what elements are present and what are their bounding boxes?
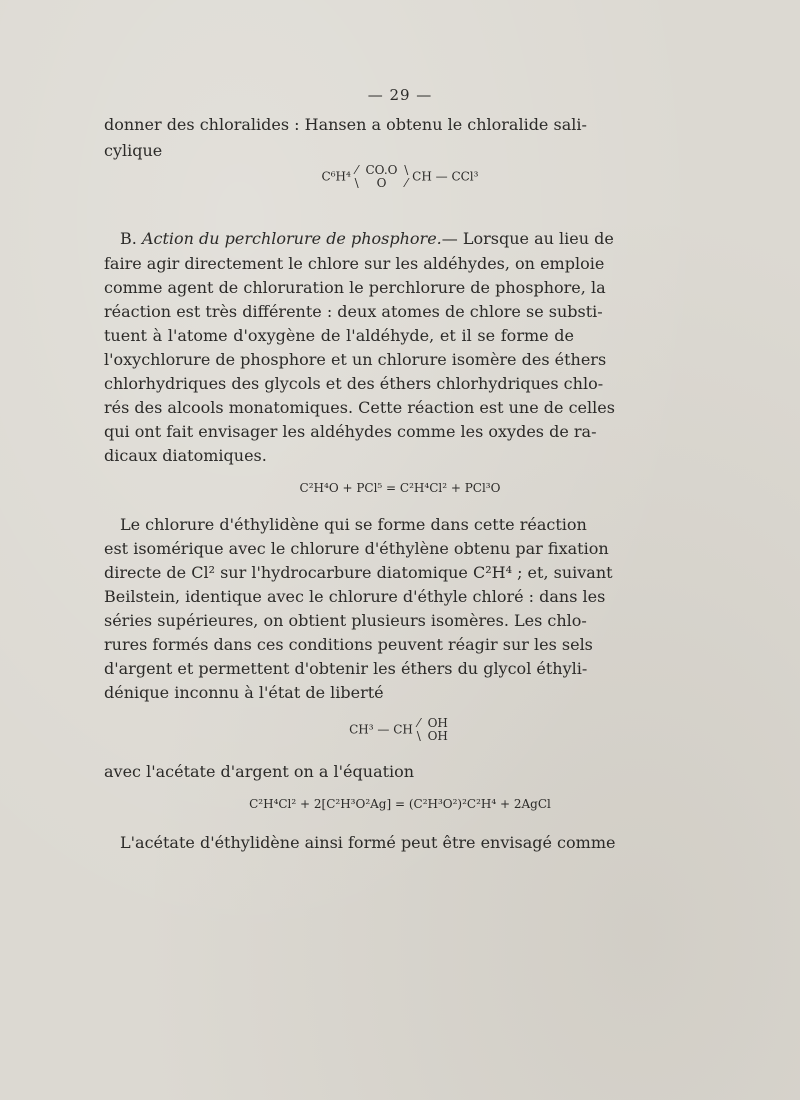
formula-right-bracket: \ ⁄: [404, 163, 409, 190]
chemical-equation-acetate: C²H⁴Cl² + 2[C²H³O²Ag] = (C²H³O²)²C²H⁴ + 2AgCl: [249, 797, 551, 811]
formula-left: CH³ — CH: [349, 722, 413, 737]
formula-fraction: [366, 164, 398, 190]
text-line: [120, 229, 614, 249]
text-line: chlorhydriques des glycols et des éthers chlorhydriques chlo-: [104, 374, 604, 393]
text-line: Beilstein, identique avec le chlorure d'éthyle chloré : dans les: [104, 587, 606, 606]
formula-top: CO.O: [365, 163, 398, 177]
text-line: cylique: [104, 141, 163, 160]
section-label: B.: [120, 229, 137, 248]
formula-bracket: ⁄ \: [416, 716, 421, 743]
text-line: comme agent de chloruration le perchlorure de phosphore, la: [104, 278, 606, 297]
text-line: tuent à l'atome d'oxygène de l'aldéhyde, et il se forme de: [104, 326, 574, 345]
formula-bottom: OH: [427, 729, 448, 743]
chemical-formula-chloralide: [0, 164, 800, 190]
text-line: dicaux diatomiques.: [104, 446, 267, 465]
formula-fraction: [428, 717, 448, 743]
text-line: avec l'acétate d'argent on a l'équation: [104, 762, 415, 781]
text-line: dénique inconnu à l'état de liberté: [104, 683, 384, 702]
text-line: séries supérieures, on obtient plusieurs isomères. Les chlo-: [104, 611, 587, 630]
text-line: donner des chloralides : Hansen a obtenu le chloralide sali-: [104, 115, 587, 134]
formula-left: C⁶H⁴: [321, 169, 351, 184]
formula-left-bracket: ⁄ \: [354, 163, 359, 190]
chemical-equation-pcl5: C²H⁴O + PCl⁵ = C²H⁴Cl² + PCl³O: [299, 481, 501, 495]
text-line: faire agir directement le chlore sur les aldéhydes, on emploie: [104, 254, 605, 273]
text-line: réaction est très différente : deux atomes de chlore se substi-: [104, 302, 603, 321]
section-title: Action du perchlorure de phosphore.: [141, 229, 442, 248]
chemical-formula-glycol: [0, 717, 800, 743]
text-line: d'argent et permettent d'obtenir les éthers du glycol éthyli-: [104, 659, 588, 678]
formula-bottom: O: [376, 176, 387, 190]
text-line: Le chlorure d'éthylidène qui se forme dans cette réaction: [120, 515, 587, 534]
text-fragment: — Lorsque au lieu de: [441, 229, 614, 248]
text-line: L'acétate d'éthylidène ainsi formé peut être envisagé comme: [120, 833, 616, 852]
text-line: qui ont fait envisager les aldéhydes comme les oxydes de ra-: [104, 422, 597, 441]
text-line: directe de Cl² sur l'hydrocarbure diatomique C²H⁴ ; et, suivant: [104, 563, 613, 582]
text-line: rures formés dans ces conditions peuvent réagir sur les sels: [104, 635, 593, 654]
text-line: l'oxychlorure de phosphore et un chlorure isomère des éthers: [104, 350, 607, 369]
formula-top: OH: [427, 716, 448, 730]
text-line: est isomérique avec le chlorure d'éthylène obtenu par fixation: [104, 539, 609, 558]
formula-right: CH — CCl³: [412, 169, 479, 184]
page-number: — 29 —: [367, 86, 433, 104]
text-line: rés des alcools monatomiques. Cette réaction est une de celles: [104, 398, 615, 417]
